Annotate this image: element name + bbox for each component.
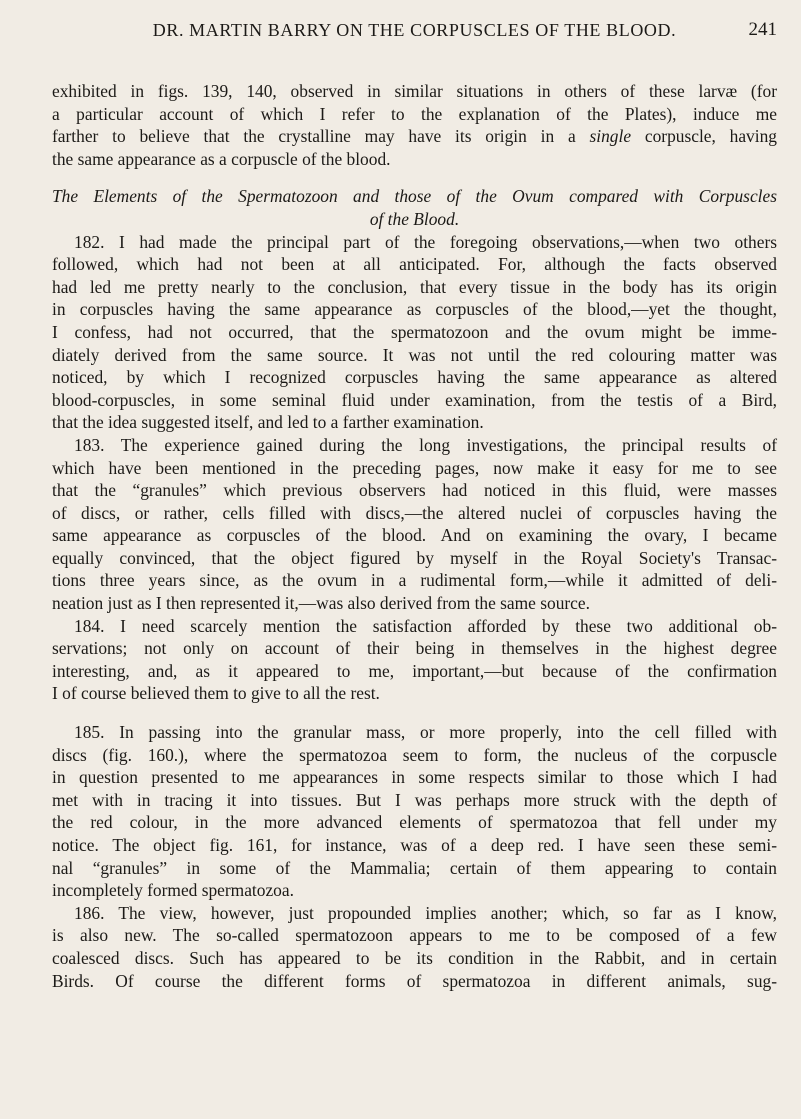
text-line: the same appearance as a corpuscle of the blood. [52,148,391,169]
text-line: a particular account of which I refer to the explanation of the Plates), induce me [52,103,777,124]
paragraph-183-line: equally convinced, that the object figured by myself in the Royal Society's Transac- [52,547,777,568]
paragraph-186-line: is also new. The so-called spermatozoon appears to me to be composed of a few [52,925,777,946]
text-run: farther to believe that the crystalline may have its origin in a [52,126,576,147]
spacer [52,170,777,185]
emphasis-word: single [589,126,632,147]
paragraph-186-line: Birds. Of course the different forms of spermatozoa in different animals, sug- [52,970,777,991]
paragraph-182-line: 182. I had made the principal part of the foregoing observations,—when two others [74,231,777,252]
paragraph-185-line: the red colour, in the more advanced elements of spermatozoa that fell under my [52,812,777,833]
paragraph-186-line: coalesced discs. Such has appeared to be its condition in the Rabbit, and in certain [52,947,777,968]
page-number: 241 [748,19,777,40]
paragraph-182-line: that the idea suggested itself, and led to a farther examination. [52,412,484,433]
paragraph-185-line: notice. The object fig. 161, for instance, was of a deep red. I have seen these semi- [52,835,777,855]
paragraph-182-line: blood-corpuscles, in some seminal fluid under examination, from the testis of a Bird, [52,389,777,410]
paragraph-183-line: that the “granules” which previous observers had noticed in this fluid, were masses [52,480,777,501]
paragraph-183-line: which have been mentioned in the preceding pages, now make it easy for me to see [52,457,777,478]
paragraph-182-line: diately derived from the same source. It was not until the red colouring matter was [52,344,777,365]
paragraph-185-line: 185. In passing into the granular mass, or more properly, into the cell filled with [74,722,777,743]
paragraph-182-line: noticed, by which I recognized corpuscles having the same appearance as altered [52,367,777,388]
running-head [52,16,777,46]
paragraph-185-line: met with in tracing it into tissues. But I was perhaps more struck with the depth of [52,789,777,810]
paragraph-186-line: 186. The view, however, just propounded implies another; which, so far as I know, [74,902,777,923]
paragraph-184-line: interesting, and, as it appeared to me, important,—but because of the confirmation [52,660,777,681]
paragraph-184-line: 184. I need scarcely mention the satisfaction afforded by these two additional ob- [74,615,777,636]
section-heading-line-2: of the Blood. [369,208,460,229]
text-line [52,125,777,148]
paragraph-182-line: in corpuscles having the same appearance as corpuscles of the blood,—yet the thought, [52,299,777,320]
paragraph-183-line: 183. The experience gained during the long investigations, the principal results of [74,434,777,455]
paragraph-183-line: same appearance as corpuscles of the blood. And on examining the ovary, I became [52,525,777,546]
paragraph-183-line: neation just as I then represented it,—was also derived from the same source. [52,593,590,614]
paragraph-182-line: I confess, had not occurred, that the spermatozoon and the ovum might be imme- [52,321,777,342]
paragraph-182-line: had led me pretty nearly to the conclusion, that every tissue in the body has its origin [52,276,777,297]
paragraph-182-line: followed, which had not been at all anticipated. For, although the facts observed [52,254,777,275]
paragraph-184-line: servations; not only on account of their being in themselves in the highest degree [52,638,777,659]
paragraph-183-line: tions three years since, as the ovum in a rudimental form,—while it admitted of deli- [52,570,777,591]
paragraph-185-line: discs (fig. 160.), where the spermatozoa seem to form, the nucleus of the corpuscle [52,744,777,765]
body-text [52,80,777,992]
spacer [52,705,777,721]
section-heading-line-1: The Elements of the Spermatozoon and those of the Ovum compared with Corpuscles [52,186,777,207]
paragraph-184-line: I of course believed them to give to all the rest. [52,683,380,704]
paragraph-185-line: incompletely formed spermatozoa. [52,880,294,901]
paragraph-183-line: of discs, or rather, cells filled with discs,—the altered nuclei of corpuscles having the [52,502,777,523]
running-title: DR. MARTIN BARRY ON THE CORPUSCLES OF THE BLOOD. [152,20,677,40]
text-run: corpuscle, having [644,126,777,147]
paragraph-185-line: in question presented to me appearances in some respects similar to those which I had [52,767,777,788]
paragraph-185-line: nal “granules” in some of the Mammalia; certain of them appearing to contain [52,857,777,878]
text-line: exhibited in figs. 139, 140, observed in similar situations in others of these larvæ (for [52,81,777,101]
